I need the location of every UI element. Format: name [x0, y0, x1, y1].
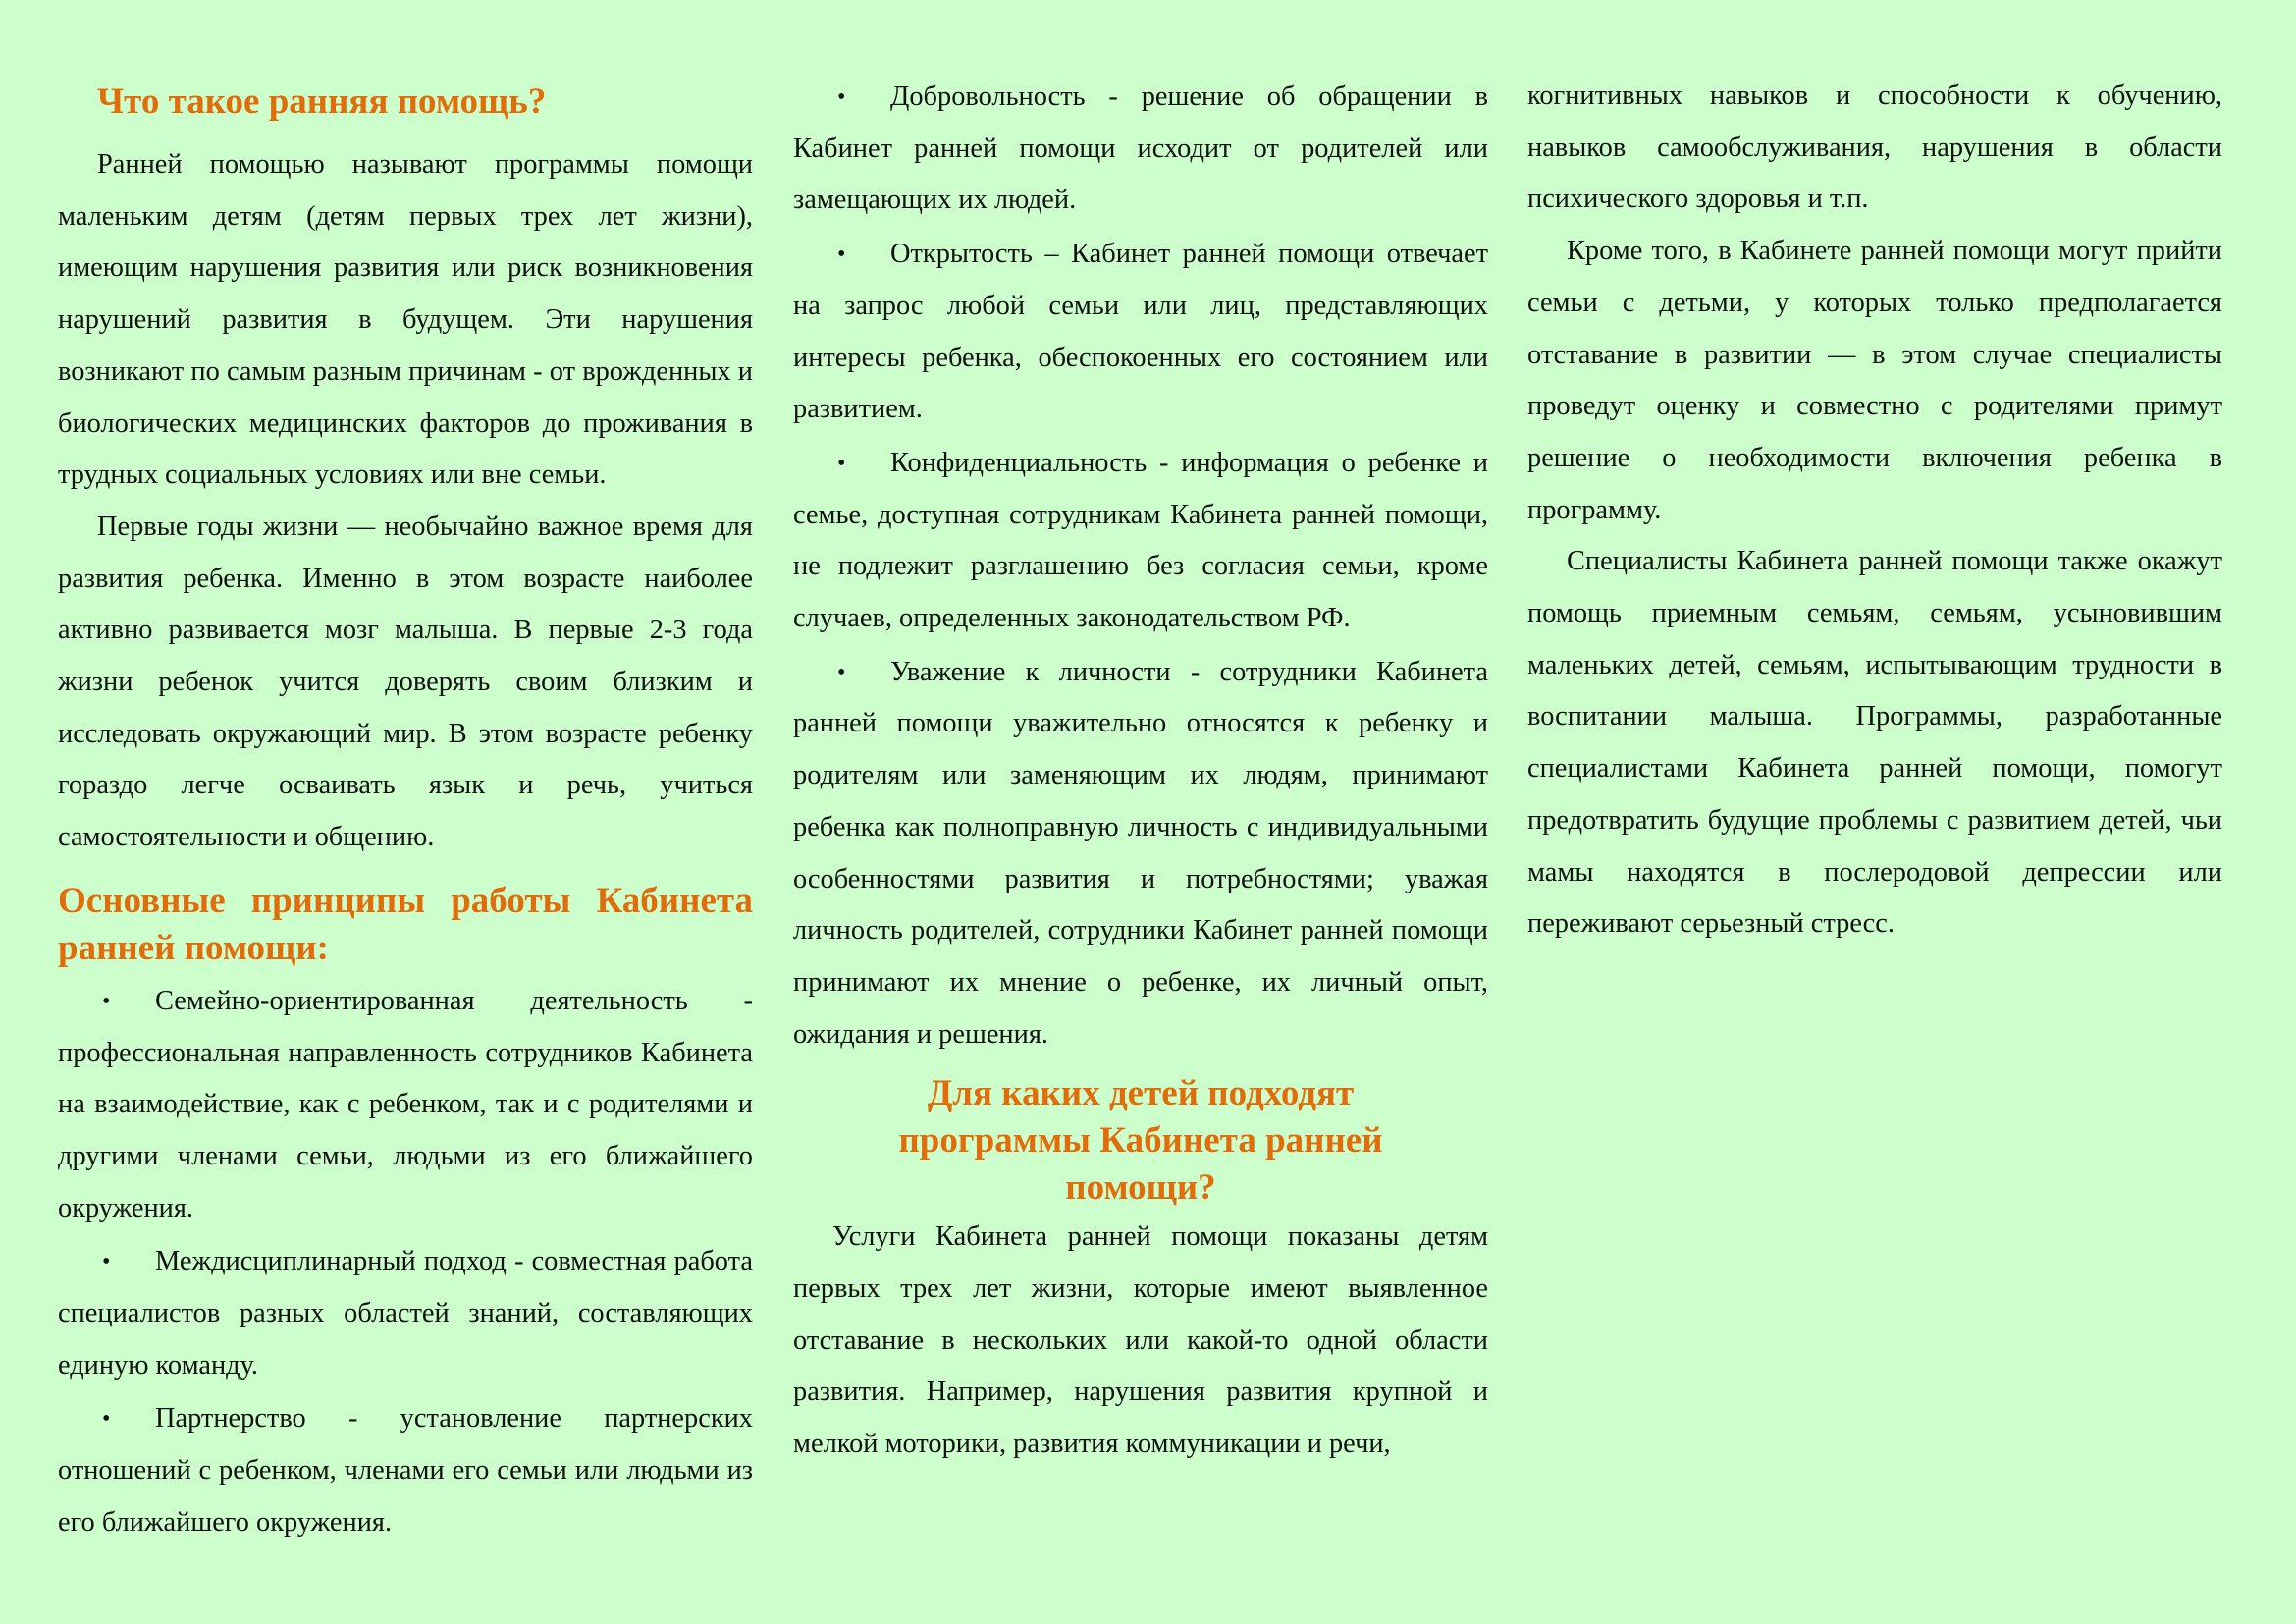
paragraph-suspected-delay: Кроме того, в Кабинете ранней помощи могут прийти семьи с детьми, у которых только предполагается отставание в развитии — в этом случае специалисты проведут оценку и совместно с родителями примут решение о необходимости включения ребенка в программу. [1527, 236, 2222, 525]
principles-list-continued [793, 72, 1488, 1060]
list-item-text: Междисциплинарный подход - совместная работа специалистов разных областей знаний, составляющих единую команду. [58, 1246, 753, 1380]
bullet-icon: • [837, 84, 846, 110]
list-item [793, 229, 1488, 436]
list-item-text: Уважение к личности - сотрудники Кабинета ранней помощи уважительно относятся к ребенку и родителям или заменяющим их людям, принимают ребенка как полноправную личность с индивидуальными особенностями развития и потребностями; уважая личность родителей, сотрудники Кабинет ранней помощи принимают их мнение о ребенке, их личный опыт, ожидания и решения. [793, 656, 1488, 1050]
paragraph-continuation: когнитивных навыков и способности к обучению, навыков самообслуживания, нарушения в области психического здоровья и т.п. [1527, 81, 2222, 215]
column-1 [58, 69, 753, 1551]
heading-what-is-early-help: Что такое ранняя помощь? [97, 81, 547, 122]
column-3 [1527, 71, 2222, 950]
list-item [58, 1393, 753, 1548]
list-item-text: Конфиденциальность - информация о ребенке и семье, доступная сотрудникам Кабинета ранней помощи, не подлежит разглашению без согласия семьи, кроме случаев, определенных законодательством РФ. [793, 447, 1488, 634]
list-item-text: Семейно-ориентированная деятельность - профессиональная направленность сотрудников Кабинета на взаимодействие, как с ребенком, так и с родителями и другими членами семьи, людьми из его ближайшего окружения. [58, 985, 753, 1223]
bullet-icon: • [102, 988, 111, 1014]
list-item-text: Открытость – Кабинет ранней помощи отвечает на запрос любой семьи или лиц, представляющих интересы ребенка, обеспокоенных его состоянием или развитием. [793, 239, 1488, 425]
heading-which-children: Для каких детей подходят программы Кабинета ранней помощи? [898, 1073, 1383, 1209]
bullet-icon: • [102, 1249, 111, 1275]
paragraph-definition: Ранней помощью называют программы помощи маленьким детям (детям первых трех лет жизни), имеющим нарушения развития или риск возникновения нарушений развития в будущем. Эти нарушения возникают по самым разным причинам - от врожденных и биологических медицинских факторов до проживания в трудных социальных условиях или вне семьи. [58, 149, 753, 491]
paragraph-foster-families: Специалисты Кабинета ранней помощи также окажут помощь приемным семьям, семьям, усыновившим маленьких детей, семьям, испытывающим трудности в воспитании малыша. Программы, разработанные специалистами Кабинета ранней помощи, помогут предотвратить будущие проблемы с развитием детей, чьи мамы находятся в послеродовой депрессии или переживают серьезный стресс. [1527, 546, 2222, 940]
list-item [793, 72, 1488, 227]
list-item [793, 438, 1488, 645]
column-2 [793, 72, 1488, 1471]
principles-list [58, 976, 753, 1549]
list-item [793, 647, 1488, 1061]
list-item [58, 976, 753, 1235]
bullet-icon: • [837, 659, 846, 685]
heading-principles: Основные принципы работы Кабинета ранней помощи: [58, 880, 753, 968]
list-item [58, 1236, 753, 1391]
paragraph-services-indicated: Услуги Кабинета ранней помощи показаны детям первых трех лет жизни, которые имеют выявленное отставание в нескольких или какой-то одной области развития. Например, нарушения развития крупной и мелкой моторики, развития коммуникации и речи, [793, 1221, 1488, 1460]
bullet-icon: • [837, 242, 846, 268]
bullet-icon: • [102, 1406, 111, 1433]
list-item-text: Партнерство - установление партнерских отношений с ребенком, членами его семьи или людьми из его ближайшего окружения. [58, 1403, 753, 1538]
list-item-text: Добровольность - решение об обращении в Кабинет ранней помощи исходит от родителей или замещающих их людей. [793, 81, 1488, 216]
bullet-icon: • [837, 450, 846, 476]
paragraph-first-years: Первые годы жизни — необычайно важное время для развития ребенка. Именно в этом возрасте наиболее активно развивается мозг малыша. В первые 2-3 года жизни ребенок учится доверять своим близким и исследовать окружающий мир. В этом возрасте ребенку гораздо легче осваивать язык и речь, учиться самостоятельности и общению. [58, 511, 753, 853]
